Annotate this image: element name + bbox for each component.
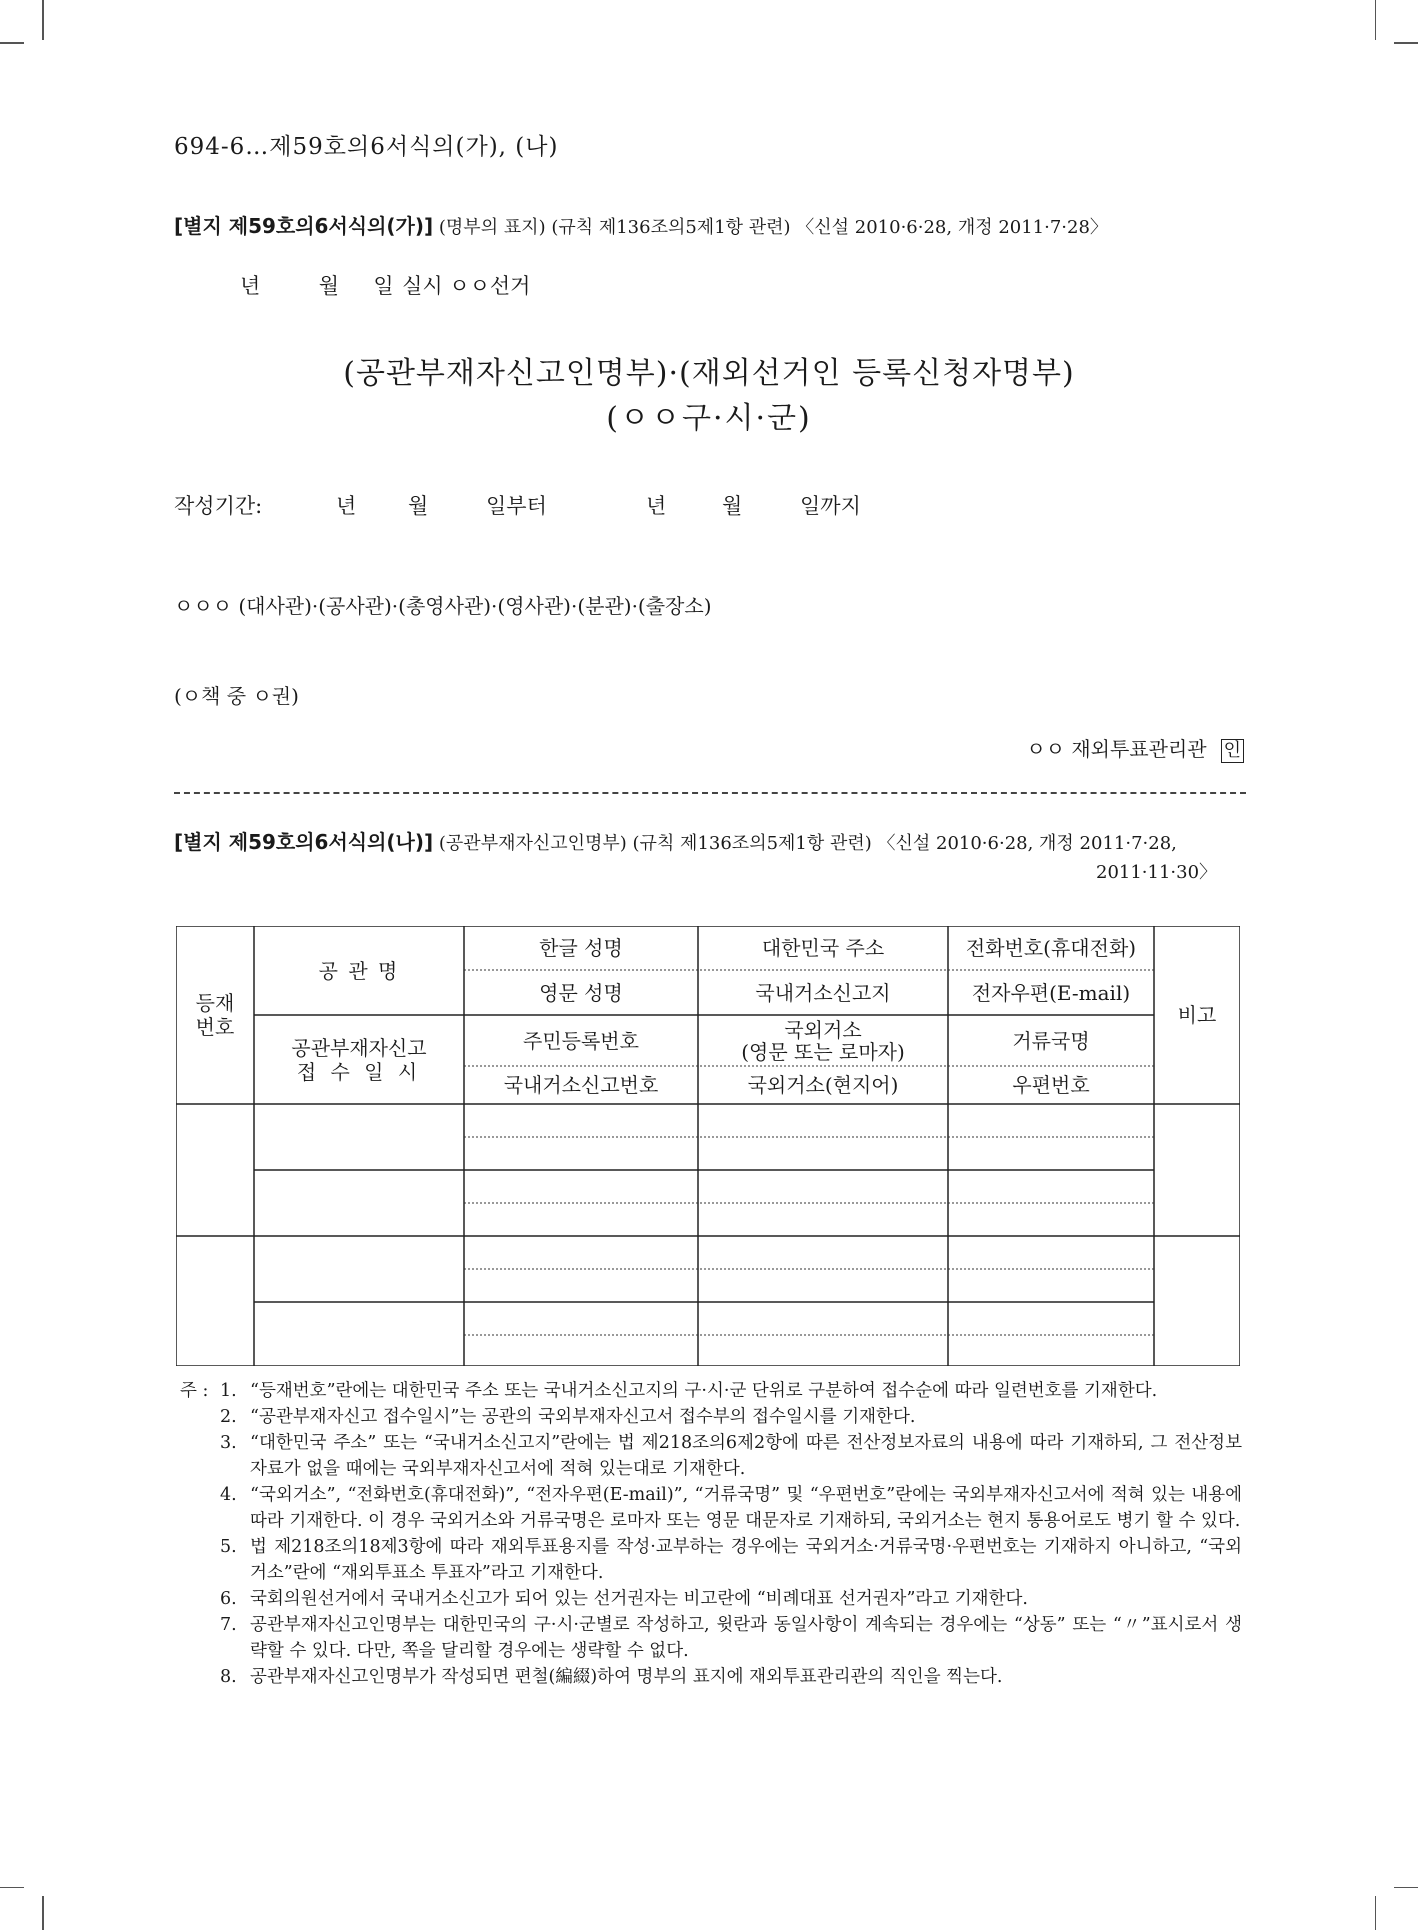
note-number: 7. [220, 1615, 237, 1635]
header-kr-address: 대한민국 주소 [761, 936, 885, 960]
notes-label: 주 : [180, 1381, 209, 1401]
header-reg-no [176, 926, 254, 1104]
note-item [180, 1430, 1242, 1482]
form-b-desc: (공관부재자신고인명부) (규칙 제136조의5제1항 관련) 〈신설 2010·6·28, 개정 2011·7·28, [438, 833, 1177, 854]
note-number: 4. [220, 1485, 237, 1505]
header-english-name: 영문 성명 [539, 980, 623, 1005]
note-number: 2. [220, 1407, 237, 1427]
crop-mark [1394, 42, 1418, 44]
header-foreign-address-line1: 국외거소 [784, 1017, 862, 1042]
crop-mark [1375, 1896, 1377, 1930]
header-report-line2: 접 수 일 시 [296, 1059, 422, 1084]
header-domestic-residence: 국내거소신고지 [755, 980, 891, 1005]
election-line [240, 270, 530, 300]
note-item [180, 1612, 1242, 1664]
election-month: 월 [318, 274, 339, 298]
period-from-day: 일부터 [486, 494, 547, 518]
election-year: 년 [240, 274, 261, 298]
header-resident-no: 주민등록번호 [523, 1028, 639, 1053]
roster-title: (공관부재자신고인명부)·(재외선거인 등록신청자명부) [343, 356, 1075, 391]
header-foreign-address [698, 1015, 948, 1066]
form-b-desc-continued: 2011·11·30〉 [1096, 862, 1218, 883]
header-postal: 우편번호 [1012, 1073, 1090, 1097]
header-phone: 전화번호(휴대전화) [965, 936, 1137, 960]
book-count: (ㅇ책 중 ㅇ권) [174, 684, 299, 708]
period-to-month: 월 [722, 494, 743, 518]
header-remarks: 비고 [1177, 1003, 1217, 1027]
roster-subtitle: (ㅇㅇ구·시·군) [606, 401, 812, 436]
crop-mark [42, 1896, 44, 1930]
note-item [180, 1586, 1242, 1612]
header-reg-no-line2: 번호 [195, 1015, 235, 1039]
note-item [180, 1664, 1242, 1690]
note-text: “공관부재자신고 접수일시”는 공관의 국외부재자신고서 접수부의 접수일시를 기재한다. [250, 1407, 916, 1427]
seal-mark: 인 [1221, 739, 1244, 763]
note-number: 1. [220, 1381, 237, 1401]
note-text: “대한민국 주소” 또는 “국내거소신고지”란에는 법 제218조의6제2항에 따른 전산정보자료의 내용에 따라 기재하되, 그 전산정보자료가 없을 때에는 국외부재자신고서에 적혀 있는대로 기재한다. [250, 1433, 1242, 1479]
note-text: “국외거소”, “전화번호(휴대전화)”, “전자우편(E-mail)”, “거류국명” 및 “우편번호”란에는 국외부재자신고서에 적혀 있는 내용에 따라 기재한다. 이 경우 국외거소와 거류국명은 로마자 또는 영문 대문자로 기재하되, 국외거소는 현지 통용어로도 병기 할 수 있다. [250, 1485, 1242, 1531]
roster-table [176, 926, 1240, 1366]
form-a-header [174, 210, 1108, 239]
period-from-year: 년 [336, 494, 357, 518]
header-foreign-address-local: 국외거소(현지어) [747, 1073, 899, 1097]
note-item [180, 1534, 1242, 1586]
crop-mark [1375, 0, 1377, 40]
election-rest: 실시 ㅇㅇ선거 [402, 274, 531, 298]
header-korean-name: 한글 성명 [539, 936, 623, 960]
crop-mark [42, 0, 44, 40]
page-reference: 694-6…제59호의6서식의(가), (나) [174, 134, 559, 160]
note-text: 공관부재자신고인명부는 대한민국의 구·시·군별로 작성하고, 윗란과 동일사항이 계속되는 경우에는 “상동” 또는 “〃”표시로서 생략할 수 있다. 다만, 쪽을 달리할 경우에는 생략할 수 없다. [250, 1615, 1242, 1661]
period-line [174, 490, 874, 520]
crop-mark [0, 42, 24, 44]
election-day: 일 [373, 274, 394, 298]
note-number: 5. [220, 1537, 237, 1557]
form-a-desc: (명부의 표지) (규칙 제136조의5제1항 관련) 〈신설 2010·6·28, 개정 2011·7·28〉 [438, 217, 1108, 238]
note-number: 3. [220, 1433, 237, 1453]
period-label: 작성기간: [174, 494, 263, 518]
note-text: “등재번호”란에는 대한민국 주소 또는 국내거소신고지의 구·시·군 단위로 구분하여 접수순에 따라 일련번호를 기재한다. [250, 1381, 1158, 1401]
note-item [180, 1378, 1242, 1404]
officer-signature [1026, 733, 1244, 763]
note-number: 8. [220, 1667, 237, 1687]
period-from-month: 월 [408, 494, 429, 518]
period-to-year: 년 [646, 494, 667, 518]
note-item [180, 1404, 1242, 1430]
note-text: 공관부재자신고인명부가 작성되면 편철(編綴)하여 명부의 표지에 재외투표관리관의 직인을 찍는다. [250, 1667, 1003, 1687]
header-report-line1: 공관부재자신고 [291, 1035, 427, 1060]
header-mission-name: 공 관 명 [318, 958, 400, 983]
officer-title: ㅇㅇ 재외투표관리관 [1026, 737, 1207, 761]
form-b-header [174, 826, 1177, 855]
note-number: 6. [220, 1589, 237, 1609]
note-text: 국회의원선거에서 국내거소신고가 되어 있는 선거권자는 비고란에 “비례대표 선거권자”라고 기재한다. [250, 1589, 1028, 1609]
period-to-day: 일까지 [800, 494, 861, 518]
form-b-code: [별지 제59호의6서식의(나)] [174, 830, 434, 854]
form-a-code: [별지 제59호의6서식의(가)] [174, 214, 434, 238]
header-foreign-address-line2: (영문 또는 로마자) [741, 1039, 905, 1064]
diplomatic-posts: ㅇㅇㅇ (대사관)·(공사관)·(총영사관)·(영사관)·(분관)·(출장소) [174, 594, 712, 618]
header-email: 전자우편(E-mail) [971, 980, 1131, 1005]
crop-mark [0, 1887, 24, 1889]
note-text: 법 제218조의18제3항에 따라 재외투표용지를 작성·교부하는 경우에는 국외거소·거류국명·우편번호는 기재하지 아니하고, “국외거소”란에 “재외투표소 투표자”라고 기재한다. [250, 1537, 1242, 1583]
header-report-datetime [254, 1015, 464, 1104]
note-item [180, 1482, 1242, 1534]
header-reg-no-line1: 등재 [195, 991, 235, 1015]
notes-section [180, 1378, 1242, 1690]
header-domestic-report-no: 국내거소신고번호 [503, 1073, 659, 1097]
form-divider [174, 792, 1246, 794]
crop-mark [1394, 1887, 1418, 1889]
header-country: 거류국명 [1012, 1028, 1090, 1053]
